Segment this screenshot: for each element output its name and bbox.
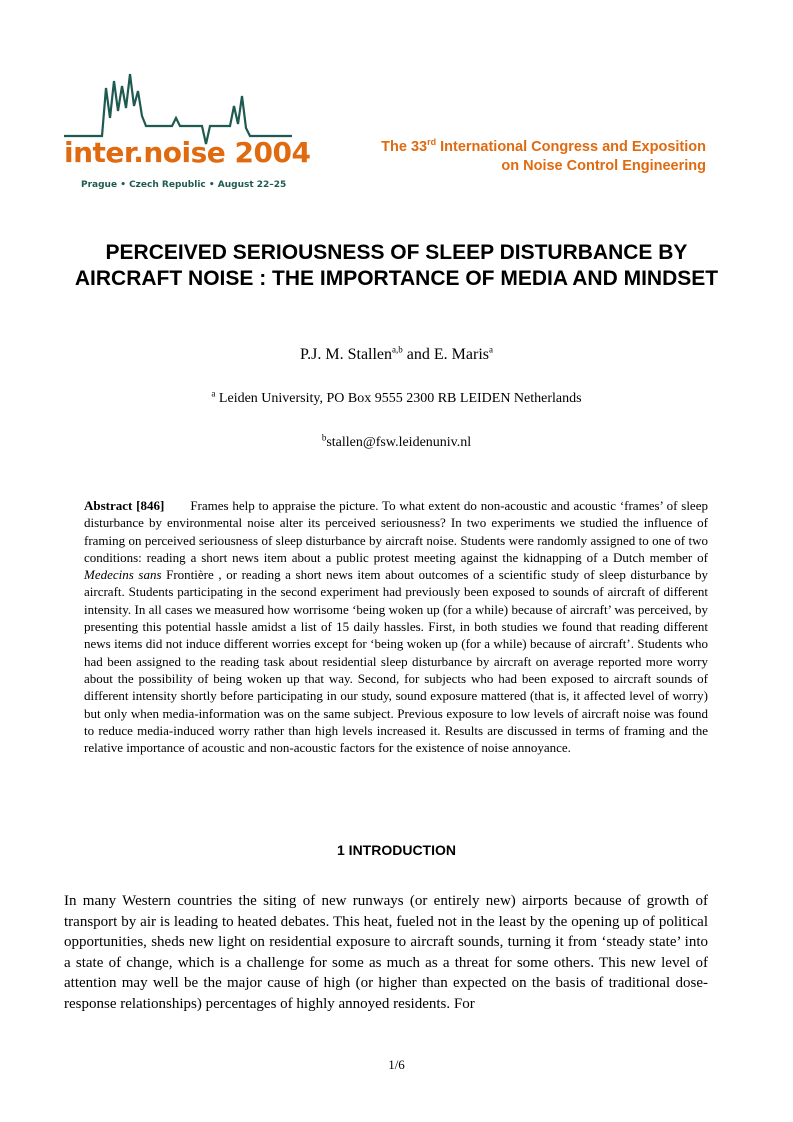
conference-tagline: Prague • Czech Republic • August 22–25 xyxy=(81,180,287,190)
congress-line-1 xyxy=(381,138,706,157)
page-number: 1/6 xyxy=(388,1057,405,1072)
affiliation-sup: a xyxy=(211,388,216,399)
congress-header xyxy=(381,138,706,176)
affiliation-text: Leiden University, PO Box 9555 2300 RB LEIDEN Netherlands xyxy=(215,391,582,406)
abstract xyxy=(84,497,708,756)
email-sup: b xyxy=(321,432,327,443)
abstract-text-a: Frames help to appraise the picture. To what extent do non-acoustic and acoustic ‘frames’ of sleep disturbance by environmental noise alter its perceived seriousness? In two experiments we studied the influence of framing on perceived seriousness of sleep disturbance by aircraft noise. Students were randomly assigned to one of two conditions: reading a short news item about a public protest meeting against the kidnapping of a Dutch member of xyxy=(84,498,708,565)
author-line xyxy=(0,346,793,364)
abstract-label: Abstract [846] xyxy=(84,498,165,513)
author-1: P.J. M. Stallen xyxy=(300,346,393,363)
abstract-roman: Frontière xyxy=(161,567,214,583)
congress-line1-sup: rd xyxy=(427,137,437,148)
conference-logo xyxy=(62,66,311,196)
body-paragraph: In many Western countries the siting of new runways (or entirely new) airports because of growth of transport by air is leading to heated debates. This heat, fueled not in the least by the opening up of political opportunities, sheds new light on residential exposure to aircraft sounds, turning it from ‘steady state’ into a state of change, which is a challenge for some as much as a threat for some others. This new level of attention may well be the major cause of high (or higher than expected on the basis of traditional dose-response relationships) percentages of highly annoyed residents. For xyxy=(64,893,708,1012)
affiliation xyxy=(0,388,793,407)
abstract-text-b: , or reading a short news item about outcomes of a scientific study of sleep disturbance by aircraft. Students participating in the second experiment had previously been exposed to sounds of aircraft of different intensity. In all cases we measured how worrisome ‘being woken up (for a while) because of aircraft’ was perceived, by presenting this potential hassle amidst a list of 15 daily hassles. First, in both studies we found that reading different news items did not induce different worries except for ‘being woken up (for a while) because of aircraft’. Students who had been assigned to the reading task about residential sleep disturbance by aircraft on average reported more worry about the possibility of being woken up that way. Second, for subjects who had been exposed to aircraft sounds of different intensity shortly before participating in our study, sound exposure mattered (that is, it affected level of worry) but only when media-information was on the same subject. Previous exposure to low levels of aircraft noise was found to reduce media-induced worry rather than high levels increased it. Results are discussed in terms of framing and the relative importance of acoustic and non-acoustic factors for the existence of noise annoyance. xyxy=(84,567,708,756)
congress-line-2: on Noise Control Engineering xyxy=(501,158,706,174)
skyline-waveform-icon xyxy=(62,66,294,146)
congress-line1-pre: The 33 xyxy=(381,139,428,155)
conference-wordmark: inter.noise 2004 xyxy=(64,136,311,169)
author-joiner: and E. Maris xyxy=(402,346,489,363)
abstract-italic: Medecins sans xyxy=(84,567,162,583)
paper-title: PERCEIVED SERIOUSNESS OF SLEEP DISTURBANCE BY AIRCRAFT NOISE : THE IMPORTANCE OF MEDIA AND MINDSET xyxy=(74,241,719,290)
section-heading: 1 INTRODUCTION xyxy=(337,842,456,858)
email-text: stallen@fsw.leidenuniv.nl xyxy=(326,435,472,450)
congress-line1-post: International Congress and Exposition xyxy=(436,139,706,155)
author-2-sup: a xyxy=(488,344,493,355)
email-line xyxy=(0,432,793,451)
author-1-sup: a,b xyxy=(392,344,403,355)
